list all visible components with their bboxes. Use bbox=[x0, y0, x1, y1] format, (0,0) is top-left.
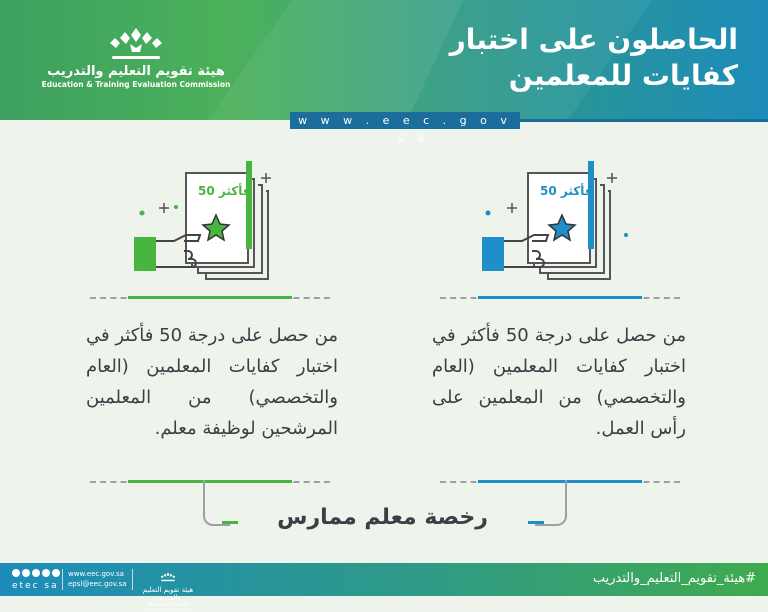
footer-logo-ar: هيئة تقويم التعليم والتدريب bbox=[142, 586, 194, 602]
logo-icon bbox=[158, 572, 178, 582]
footer-logo bbox=[138, 567, 198, 612]
title-line-2: كفايات للمعلمين bbox=[508, 59, 738, 92]
certificate-illustration-right bbox=[478, 155, 648, 285]
certificate-illustration-left bbox=[120, 155, 290, 285]
logo-icon bbox=[104, 26, 168, 62]
etec-logo bbox=[36, 26, 236, 89]
social-icons[interactable] bbox=[12, 569, 62, 591]
certificate-bar-left bbox=[246, 161, 252, 249]
certificate-bar-right bbox=[588, 161, 594, 249]
footer-hashtag: #هيئة_تقويم_التعليم_والتدريب bbox=[592, 571, 756, 586]
footer-logo-en: Education & Training Evaluation Commission bbox=[144, 602, 192, 612]
accent-rule-right-top bbox=[478, 296, 642, 299]
website-url: w w w . e e c . g o v . s a bbox=[290, 112, 520, 129]
title-line-1: الحاصلون على اختبار bbox=[449, 23, 738, 56]
accent-rule-left-top bbox=[128, 296, 292, 299]
logo-name-ar: هيئة تقويم التعليم والتدريب bbox=[47, 64, 225, 79]
logo-name-en: Education & Training Evaluation Commission bbox=[41, 80, 231, 89]
url-underline bbox=[520, 119, 768, 122]
badge-text-right: 50 فأكثر bbox=[540, 184, 593, 198]
criteria-text-left: من حصل على درجة 50 فأكثر في اختبار كفايات المعلمين (العام والتخصصي) من المعلمين المرشحين لوظيفة معلم. bbox=[86, 325, 338, 439]
header-banner bbox=[0, 0, 768, 120]
footer-websites bbox=[68, 569, 127, 589]
social-handle: etec sa bbox=[12, 581, 59, 591]
page-title bbox=[450, 22, 738, 94]
footer-website[interactable]: www.eec.gov.sa bbox=[68, 570, 124, 578]
footer-bar bbox=[0, 563, 768, 612]
badge-text-left: 50 فأكثر bbox=[198, 184, 251, 198]
criteria-text-right: من حصل على درجة 50 فأكثر في اختبار كفايات المعلمين (العام والتخصصي) من المعلمين على رأس العمل. bbox=[432, 325, 686, 439]
license-label: رخصة معلم ممارس bbox=[277, 505, 488, 530]
footer-email[interactable]: epsl@eec.gov.sa bbox=[68, 580, 127, 588]
